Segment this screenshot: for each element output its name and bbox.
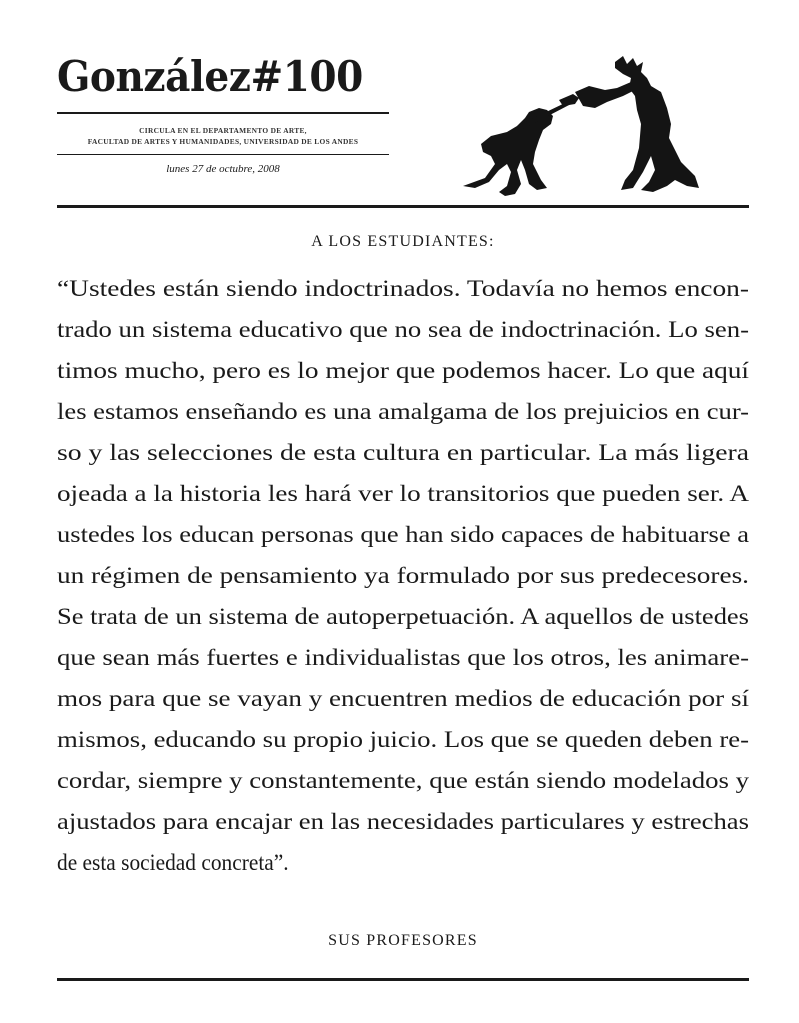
- circulation-line-1: CIRCULA EN EL DEPARTAMENTO DE ARTE,: [139, 126, 307, 135]
- issue-date: lunes 27 de octubre, 2008: [166, 163, 280, 175]
- body-line: “Ustedes están siendo indoctrinados. Todavía no hemos encon-: [57, 276, 749, 301]
- standing-king: [615, 56, 699, 192]
- circulation-note: [57, 114, 389, 154]
- body-line: cordar, siempre y constantemente, que están siendo modelados y: [57, 768, 749, 793]
- body-line: de esta sociedad concreta”.: [57, 850, 289, 875]
- letter-body: [57, 268, 749, 883]
- body-line: ajustados para encajar en las necesidades particulares y estrechas: [57, 809, 749, 834]
- body-line: Se trata de un sistema de autoperpetuación. A aquellos de ustedes: [57, 604, 749, 629]
- body-line: mos para que se vayan y encuentren medios de educación por sí: [57, 686, 749, 711]
- kneeling-figure: [463, 108, 553, 196]
- sleeve: [575, 82, 635, 108]
- hilt: [559, 94, 579, 106]
- body-line: ustedes los educan personas que han sido capaces de habituarse a: [57, 522, 750, 547]
- letter-signature: SUS PROFESORES: [328, 932, 478, 949]
- header-divider: [57, 205, 749, 208]
- body-line: timos mucho, pero es lo mejor que podemos hacer. Lo que aquí: [57, 358, 749, 383]
- body-line: trado un sistema educativo que no sea de indoctrinación. Lo sen-: [57, 317, 749, 342]
- publication-title: González#100: [57, 52, 363, 101]
- masthead: [57, 50, 389, 176]
- body-line: mismos, educando su propio juicio. Los que se queden deben re-: [57, 727, 749, 752]
- circulation-line-2: FACULTAD DE ARTES Y HUMANIDADES, UNIVERSIDAD DE LOS ANDES: [87, 137, 359, 146]
- body-line: so y las selecciones de esta cultura en particular. La más ligera: [57, 440, 749, 465]
- body-line: les estamos enseñando es una amalgama de los prejuicios en cur-: [57, 399, 749, 424]
- letter-heading: A LOS ESTUDIANTES:: [311, 233, 495, 250]
- body-line: un régimen de pensamiento ya formulado por sus predecesores.: [57, 563, 749, 588]
- body-line: que sean más fuertes e individualistas que los otros, les animare-: [57, 645, 749, 670]
- footer-divider: [57, 978, 749, 981]
- silhouette-knighting-scene-icon: [455, 52, 705, 198]
- body-line: ojeada a la historia les hará ver lo transitorios que pueden ser. A: [57, 481, 749, 506]
